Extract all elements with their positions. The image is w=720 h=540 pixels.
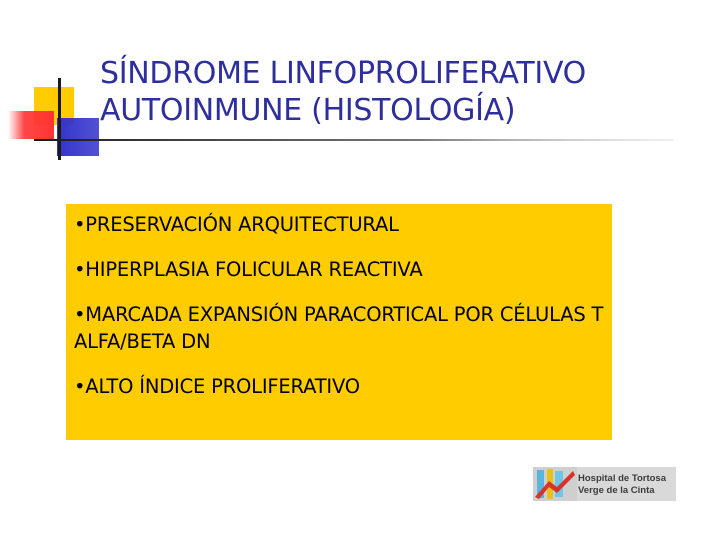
hospital-logo (533, 467, 676, 501)
bullet-item-4: •ALTO ÍNDICE PROLIFERATIVO (74, 375, 360, 398)
bullet-item-1: •PRESERVACIÓN ARQUITECTURAL (74, 213, 399, 236)
hospital-logo-text (578, 473, 666, 497)
bullet-box (66, 204, 612, 440)
bullet-item-3: •MARCADA EXPANSIÓN PARACORTICAL POR CÉLULAS T ALFA/BETA DN (74, 303, 604, 353)
hospital-logo-line-2: Verge de la Cinta (578, 485, 655, 496)
bullet-item-2: •HIPERPLASIA FOLICULAR REACTIVA (74, 258, 423, 281)
hospital-logo-icon (533, 467, 577, 501)
slide-title-line-1: SÍNDROME LINFOPROLIFERATIVO (100, 56, 586, 91)
title-underline (34, 139, 674, 141)
deco-blue-square (57, 118, 99, 156)
slide-title (100, 55, 700, 129)
hospital-logo-line-1: Hospital de Tortosa (578, 473, 666, 484)
slide-title-line-2: AUTOINMUNE (HISTOLOGÍA) (100, 93, 516, 128)
deco-red-square (8, 111, 54, 139)
deco-vertical-rule (58, 78, 61, 160)
